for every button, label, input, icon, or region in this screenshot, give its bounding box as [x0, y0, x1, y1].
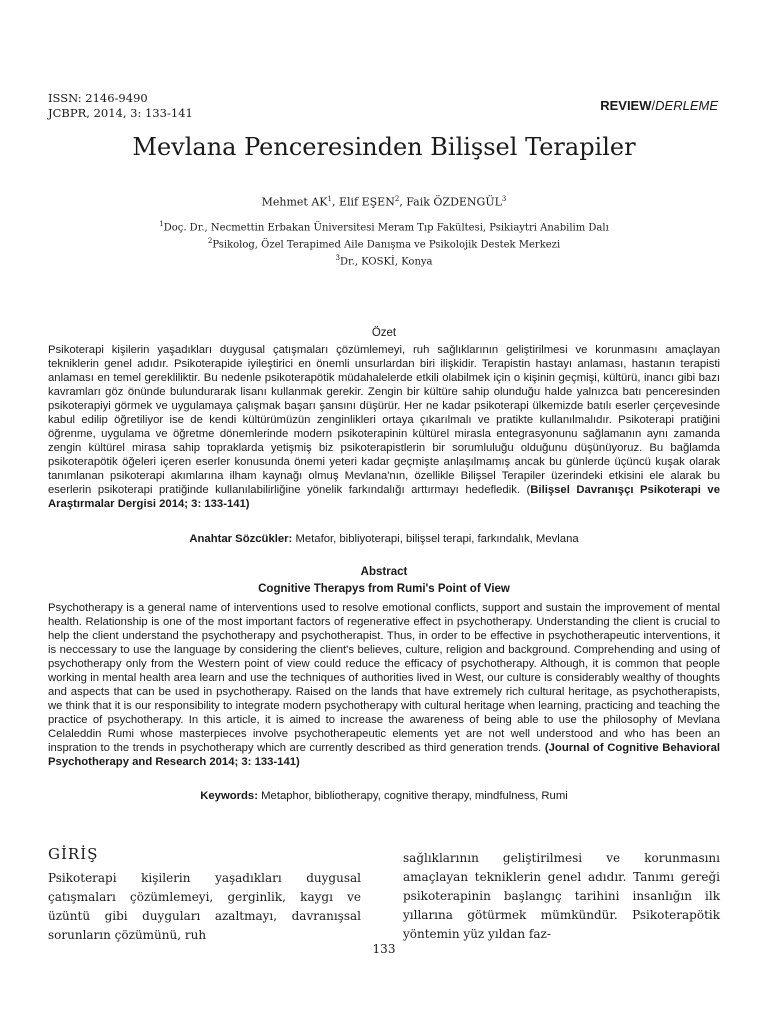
abstract-text: Psychotherapy is a general name of interventions used to resolve emotional conflicts, support and sustain the improvement of mental health. Relationship is one of the most important factors of regenerative effect in psychotherapy. Understanding the client is crucial to help the client understand the psychotherapy and psychotherapist. Thus, in order to be effective in psychotherapeutic interventions, it is neccessary to use the language by considering the client's believes, culture, religion and background. Comprehending and using of psychotherapy only from the Western point of view could reduce the efficacy of psychotherapy. Although, it is common that people working in mental health area learn and use the techniques of authorities lived in West, our culture is considerably wealthy of thoughts and aspects that can be used in psychotherapy. Raised on the lands that have extremely rich cultural heritage, as psychotherapists, we think that it is our responsibility to integrate modern psychotherapy with cultural heritage when learning, practicing and teaching the practice of psychotherapy. In this article, it is aimed to increase the awareness of being able to use the philosophy of Mevlana Celaleddin Rumi whose masterpieces involve psychotherapeutic elements yet are not well understood and who has been an inspration to the trends in psychotherapy which are currently described as third generation trends.: [48, 602, 720, 754]
abstract-citation: (Journal of Cognitive Behavioral Psychotherapy and Research 2014; 3: 133-141): [48, 742, 720, 768]
author-name: , Elif EŞEN: [331, 195, 395, 209]
affiliation: [0, 218, 768, 235]
author-sup: 2: [394, 195, 400, 203]
derleme-label: DERLEME: [655, 98, 718, 113]
affiliation-text: Psikolog, Özel Terapimed Aile Danışma ve Psikolojik Destek Merkezi: [212, 239, 561, 251]
keywords: [0, 790, 768, 802]
keywords-label: Keywords:: [200, 790, 258, 802]
ozet-citation: Bilişsel Davranışçı Psikoterapi ve Araştırmalar Dergisi 2014; 3: 133-141): [48, 484, 720, 510]
author-name: , Faik ÖZDENGÜL: [399, 195, 502, 209]
affiliation-list: [0, 218, 768, 268]
anahtar-sozcukler: [0, 533, 768, 545]
author-name: Mehmet AK: [261, 195, 328, 209]
affiliation-sup: 1: [159, 220, 164, 228]
affiliation-sup: 3: [335, 253, 340, 262]
issn-line: ISSN: 2146-9490: [48, 91, 148, 105]
author-sup: 1: [327, 195, 332, 203]
review-label: REVIEW: [600, 98, 652, 113]
ozet-text: Psikoterapi kişilerin yaşadıkları duygusal çatışmaları çözümlemeyi, ruh sağlıklarının geliştirilmesi ve korunmasını amaçlayan tekniklerin genel adıdır. Psikoterapide iyileştirici en önemli unsurlardan biri ilişkidir. Terapistin hastayı anlaması, hastanın terapisti anlaması en temel gerekliliktir. Bu nedenle psikoterapötik müdahalelerde etkili olabilmek için o kişinin geçmişi, kültürü, inancı gibi bazı kavramları göz önünde bulundurarak lisanı kullanmak gerekir. Zengin bir kültüre sahip olunduğu halde yalnızca batı penceresinden psikoterapiyi görmek ve uygulamaya çalışmak başarı şansını düşürür. Her ne kadar psikoterapi ülkemizde batılı eserler çerçevesinde kabul edilip öğretiliyor ise de kendi kültürümüzün zenginlikleri ortaya çıkarılmalı ve pratikte kullanılmalıdır. Psikoterapi pratiğini öğrenme, uygulama ve öğretme dönemlerinde modern psikoterapinin kültürel mirasla entegrasyonunu sağlamanın aynı zamanda zengin kültürel mirasa sahip topraklarda yetişmiş biz psikoterapistlerin bir sorumluluğu olduğunu düşünüyoruz. Bu bağlamda psikoterapötik öğeleri içeren eserler konusunda önemi yeteri kadar geçmişte anlaşılmamış ancak bu günlerde üçüncü kuşak olarak tanımlanan psikoterapi akımlarına ilham kaynağı olmuş Mevlana'nın, özellikle Bilişsel Terapiler üzerindeki etkisini ele alarak bu eserlerin psikoterapi pratiğinde kullanılabilirliğine yönelik farkındalığı arttırmayı hedefledik. (: [48, 344, 720, 496]
citation-line: JCBPR, 2014, 3: 133-141: [48, 106, 193, 120]
journal-info: [48, 91, 193, 121]
author-sup: 3: [501, 195, 507, 203]
right-column-text: sağlıklarının geliştirilmesi ve korunmasını amaçlayan tekniklerin genel adıdır. Tanımı gereği psikoterapinin başlangıç tarihini insanlığın ilk yıllarına götürmek mümkündür. Psikoterapötik yöntemin yüz yıldan faz-: [403, 851, 720, 941]
affiliation: [0, 235, 768, 252]
affiliation: [0, 252, 768, 269]
author-list: [0, 195, 768, 209]
anahtar-text: Metafor, bibliyoterapi, bilişsel terapi, farkındalık, Mevlana: [292, 533, 579, 545]
left-column-text: Psikoterapi kişilerin yaşadıkları duygusal çatışmaları çözümlemeyi, gerginlik, kaygı ve üzüntü gibi duyguları azaltmayı, davranışsal sorunların çözümünü, ruh: [48, 871, 361, 942]
article-title: Mevlana Penceresinden Bilişsel Terapiler: [132, 133, 636, 161]
affiliation-sup: 2: [207, 236, 213, 245]
ozet-heading: Özet: [371, 327, 397, 339]
abstract-subtitle: Cognitive Therapys from Rumi's Point of View: [258, 583, 510, 595]
ozet-body: [48, 343, 720, 511]
keywords-text: Metaphor, bibliotherapy, cognitive therapy, mindfulness, Rumi: [257, 790, 568, 802]
abstract-body: [48, 601, 720, 769]
affiliation-text: Dr., KOSKİ, Konya: [339, 255, 433, 267]
slash: /: [651, 98, 656, 113]
abstract-heading: Abstract: [360, 566, 408, 578]
article-type-label: [600, 98, 718, 113]
giris-heading: GİRİŞ: [48, 845, 99, 863]
page-number: 133: [372, 942, 396, 956]
anahtar-label: Anahtar Sözcükler:: [189, 533, 293, 545]
affiliation-text: Doç. Dr., Necmettin Erbakan Üniversitesi Meram Tıp Fakültesi, Psikiaytri Anabilim Dalı: [163, 222, 609, 234]
